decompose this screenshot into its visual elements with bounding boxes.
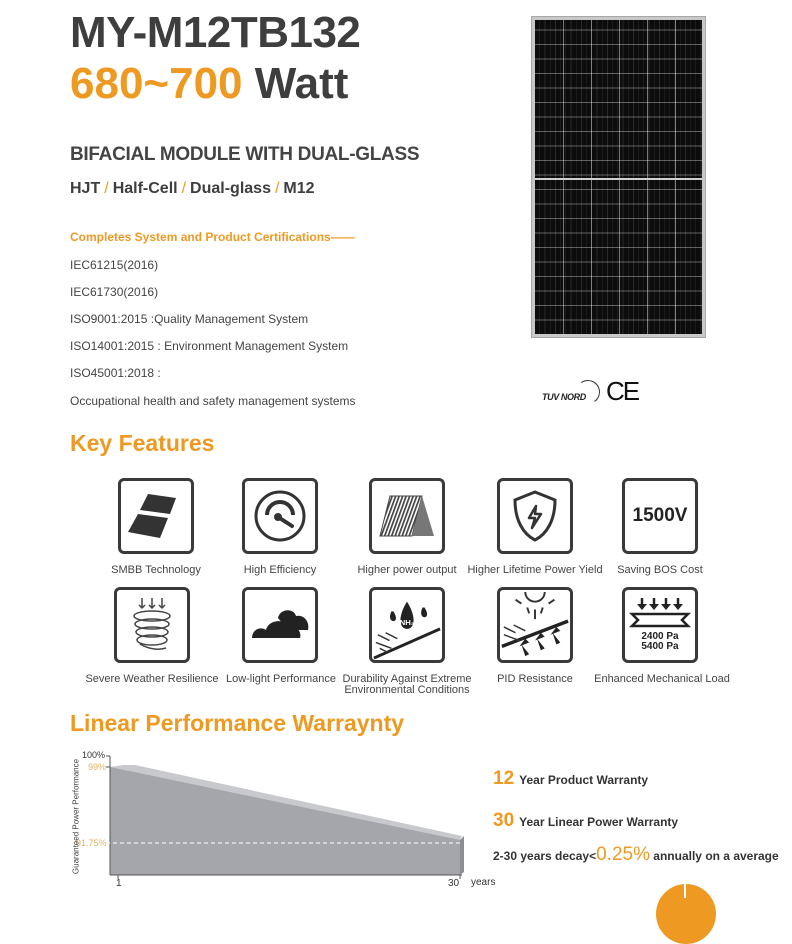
load-arrows-icon (622, 587, 698, 663)
warranty-chart (70, 750, 496, 894)
cert-item: ISO14001:2015 : Environment Management System (70, 339, 349, 353)
x-tick-1: 1 (116, 878, 122, 889)
cert-item: ISO9001:2015 :Quality Management System (70, 312, 309, 326)
shield-bolt-icon (497, 478, 573, 554)
power-unit: Watt (254, 59, 349, 108)
feature-label: High Efficiency (243, 564, 317, 576)
tag-half-cell: Half-Cell (112, 180, 178, 197)
warranty-years: 30 (493, 810, 515, 831)
key-features-title: Key Features (70, 430, 215, 456)
tag-hjt: HJT (70, 180, 101, 197)
tag-separator: / (181, 180, 187, 197)
y-axis-label: Guaranteed Power Performance (71, 758, 81, 875)
tuv-nord-logo: TUV NORD (542, 392, 586, 402)
panel-junction (535, 178, 702, 180)
cert-item: ISO45001:2018 : (70, 366, 161, 380)
tag-separator: / (104, 180, 109, 197)
power-rating (70, 58, 348, 110)
warranty-title: Linear Performance Warraynty (70, 710, 405, 736)
feature-label: Higher power output (357, 564, 457, 576)
x-tick-30: 30 (448, 878, 460, 889)
sun-panel-arrows-icon (497, 587, 573, 663)
load-value-1: 2400 Pa (641, 631, 679, 642)
feature-label: Higher Lifetime Power Yield (467, 564, 603, 576)
bifacial-panel-icon (369, 478, 445, 554)
y-tick-91-75: 91.75% (76, 838, 107, 848)
solar-panel-image (531, 16, 706, 338)
module-subtitle: BIFACIAL MODULE WITH DUAL-GLASS (70, 144, 420, 165)
decay-suffix: annually on a average (649, 849, 779, 863)
cert-item: IEC61215(2016) (70, 258, 159, 272)
ammonia-drops-icon (369, 587, 445, 663)
x-axis-label: years (471, 877, 496, 888)
orange-pie-icon (656, 884, 716, 944)
tech-tags (70, 180, 315, 198)
product-warranty (493, 768, 648, 790)
linear-power-warranty (493, 810, 678, 832)
solar-cells-icon (118, 478, 194, 554)
warranty-text: Year Product Warranty (519, 773, 649, 787)
feature-label: Severe Weather Resilience (85, 673, 219, 685)
model-title: MY-M12TB132 (70, 8, 361, 57)
decay-prefix: 2-30 years decay< (493, 849, 597, 863)
power-range: 680~700 (70, 59, 243, 108)
ce-mark-logo: CE (606, 376, 639, 406)
y-tick-99: 99% (88, 762, 107, 772)
feature-label: PID Resistance (497, 673, 573, 685)
certifications-heading: Completes System and Product Certifications—— (70, 230, 355, 244)
clouds-icon (242, 587, 318, 663)
load-value-2: 5400 Pa (641, 641, 679, 652)
cert-item: Occupational health and safety management systems (70, 394, 356, 408)
feature-label: Saving BOS Cost (617, 564, 703, 576)
voltage-icon (622, 478, 698, 554)
tag-dual-glass: Dual-glass (190, 180, 271, 197)
decay-percent: 0.25% (596, 844, 650, 865)
svg-text:NH₃: NH₃ (399, 618, 415, 627)
tag-separator: / (274, 180, 280, 197)
warranty-text: Year Linear Power Warranty (519, 815, 679, 829)
feature-label: SMBB Technology (111, 564, 201, 576)
tag-m12: M12 (283, 180, 315, 197)
decay-statement (493, 844, 779, 866)
voltage-value: 1500V (632, 505, 688, 526)
feature-label: Enhanced Mechanical Load (594, 673, 730, 685)
feature-label: Low-light Performance (225, 673, 337, 685)
tornado-icon (114, 587, 190, 663)
solar-panel-cells (535, 20, 702, 334)
cert-item: IEC61730(2016) (70, 285, 159, 299)
feature-label: Durability Against Extreme (342, 673, 472, 685)
warranty-years: 12 (493, 768, 515, 789)
y-tick-100: 100% (82, 750, 106, 760)
feature-label-line2: Environmental Conditions (344, 684, 470, 696)
gauge-icon (242, 478, 318, 554)
